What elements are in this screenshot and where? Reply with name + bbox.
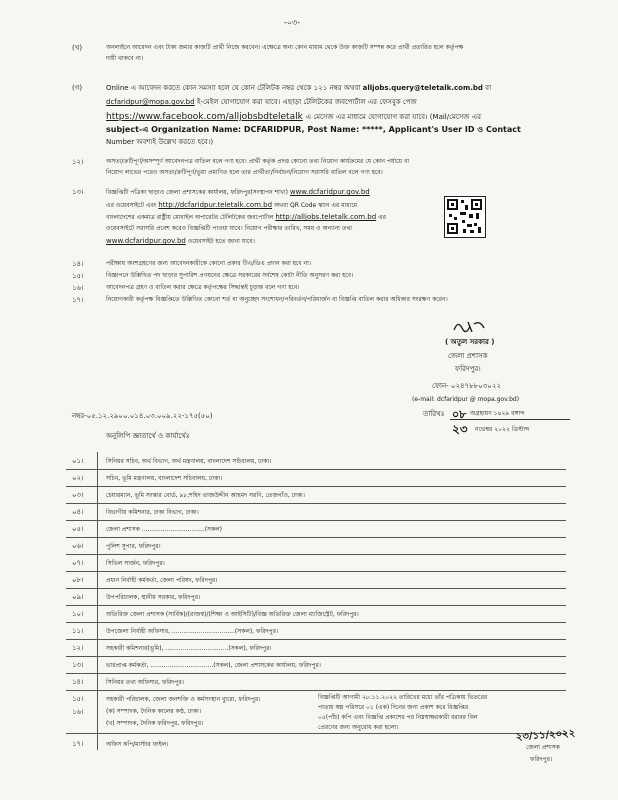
item13-line2: এর ওয়েবসাইটে এবং — [106, 202, 157, 209]
row-divider — [66, 554, 566, 555]
recipient-number: ০৮। — [72, 576, 84, 584]
recipient-text: উপজেলা নির্বাহী অফিসার, .................................(সকল), ফরিদপুর। — [106, 628, 279, 635]
recipient-text: সিনিয়র সচিব, অর্থ বিভাগ, অর্থ মন্ত্রণালয়, বাংলাদেশ সচিবালয়, ঢাকা। — [106, 458, 272, 465]
row-divider — [66, 656, 566, 657]
row-divider — [66, 503, 566, 504]
row-divider — [66, 520, 566, 521]
para-ga-line5: Number অবশ্যই উল্লেখ করতে হবে।) — [106, 138, 214, 146]
stamp-designation: জেলা প্রশাসক — [526, 744, 560, 751]
para-ga-or: বা — [485, 84, 492, 92]
recipient-text: জেলা প্রশাসক .................................(সকল) — [106, 526, 223, 533]
row-divider — [66, 639, 566, 640]
recipient-text: পুলিশ সুপার, ফরিদপুর। — [106, 543, 161, 550]
page-number: -০৩- — [284, 18, 301, 27]
support-email-link[interactable]: alljobs.query@teletalk.com.bd — [362, 84, 483, 92]
recipient17-number: ১৭। — [72, 740, 84, 748]
recipient-number: ০২। — [72, 474, 84, 482]
recipient-text: সচিব, ভূমি মন্ত্রণালয়, বাংলাদেশ সচিবালয়, ঢাকা। — [106, 475, 223, 482]
recipient-text: চেয়ারম্যান, ভূমি সংস্কার বোর্ড, ৯৮,শহিদ তাজউদ্দীন আহমদ সরণি, তেজগাঁও, ঢাকা। — [106, 492, 305, 499]
row-divider — [66, 622, 566, 623]
para-ga-line2: ই-মেইল যোগাযোগ করা যাবে। এছাড়া টেলিটকের জবপোর্টাল এর ফেসবুক পেজ — [196, 98, 417, 106]
recipient-text: সিনিয়র তথ্য অফিসার, ফরিদপুর। — [106, 679, 184, 686]
signatory-phone: ফোন- ০২৪৭৮৮০৩০২২ — [432, 382, 501, 390]
recipient17-text: অফিস কপি/মাস্টার ফাইল। — [106, 741, 169, 748]
item12-number: ১২। — [72, 158, 84, 166]
recipient-text: অতিরিক্ত জেলা প্রশাসক (সার্বিক)/(রাজস্ব)/(শিক্ষা ও আইসিটি)/বিজ্ঞ অতিরিক্ত জেলা ম্যাজিস্ট্রেট, ফরিদপুর। — [106, 611, 359, 618]
dc-website-link[interactable]: www.dcfaridpur.gov.bd — [289, 188, 370, 196]
item13-line3: বাংলাদেশের একমাত্র রাষ্ট্রীয় মোবাইল অপারেটর টেলিটকের জবপোর্টাল — [106, 214, 274, 221]
signatory-name: ( অতুল সরকার ) — [445, 338, 495, 346]
recipient-text: ভারপ্রাপ্ত কর্মকর্তা, .................................(সকল), জেলা প্রশাসকের কার্যালয়, ফরিদপুর। — [106, 662, 321, 669]
item12-line1: অসত্য/ক্রটিপূর্ণ/অসম্পূর্ণ আবেদনপত্র বাতিল বলে গণ্য হবে। প্রার্থী কর্তৃক প্রদত্ত কোনো তথ্য নিয়োগ কার্যক্রমের যে কোন পর্যায়ে বা — [106, 158, 410, 165]
recipient-number: ১৫। — [72, 695, 84, 703]
dc-email-link[interactable]: dcfaridpur@mopa.gov.bd — [106, 98, 195, 106]
recipient-text: বিভাগীয় কমিশনার, ঢাকা বিভাগ, ঢাকা। — [106, 509, 199, 516]
table-divider — [97, 452, 98, 750]
recipient16-note-line2: পাতায় স্বল্প পরিসরে ০১ (এক) দিনের জন্য প্রকাশ করে বিজ্ঞপ্তির — [318, 704, 469, 711]
signatory-email: (e-mail: dcfaridpur @ mopa.gov.bd) — [412, 396, 520, 403]
recipient-number: ০৫। — [72, 525, 84, 533]
row-divider — [66, 588, 566, 589]
recipient-number: ১৪। — [72, 678, 84, 686]
recipient16-kha: (খ) সম্পাদক, দৈনিক ফরিদপুর, ফরিদপুর। — [106, 720, 204, 727]
recipient-number: ০১। — [72, 457, 84, 465]
row-divider — [66, 690, 566, 691]
copy-heading: অনুলিপি জ্ঞাতার্থে ও কার্যার্থেঃ — [106, 432, 190, 440]
row-divider — [66, 469, 566, 470]
item14-text: পরীক্ষায় অংশগ্রহণের জন্য আবেদনকারীকে কোনো প্রকার টিএ/ডিএ প্রদান করা হবে না। — [106, 260, 311, 267]
para-kha-line2: দায়ী থাকবে না। — [106, 55, 143, 62]
row-divider — [66, 605, 566, 606]
dc-website-link-2[interactable]: www.dcfaridpur.gov.bd — [106, 237, 186, 245]
teletalk-dc-link[interactable]: http://dcfaridpur.teletalk.com.bd — [158, 201, 273, 209]
item14-number: ১৪। — [72, 260, 84, 268]
item17-number: ১৭। — [72, 296, 84, 304]
stamp-district: ফরিদপুর। — [530, 756, 553, 763]
item13-line1: বিজ্ঞপ্তিটি পত্রিকা ছাড়াও জেলা প্রশাসকের কার্যালয়, ফরিদপুর(সংস্থাপন শাখা) — [106, 189, 288, 196]
recipient-number: ১১। — [72, 627, 84, 635]
recipient-text: প্রধান নির্বাহী কর্মকর্তা, জেলা পরিষদ, ফরিদপুর। — [106, 577, 218, 584]
para-ga-line4: subject-এ Organization Name: DCFARIDPUR, Post Name: *****, Applicant's User ID ও Contact — [106, 125, 521, 134]
recipient-number: ০৩। — [72, 491, 84, 499]
stamp-date: ২৩/১১/২০২২ — [515, 727, 576, 744]
recipient-number: ১২। — [72, 644, 84, 652]
item13-number: ১৩। — [72, 188, 84, 196]
row-divider — [66, 486, 566, 487]
recipient-text: উপপরিচালক, স্থানীয় সরকার, ফরিদপুর। — [106, 594, 201, 601]
bangla-month-year: অগ্রহায়ণ ১৪২৯ বঙ্গাব্দ — [470, 410, 525, 417]
item13-line4: ওয়েবসাইটে সরাসরি প্রবেশ করেও বিজ্ঞপ্তিটি পাওয়া যাবে। নিয়োগ পরীক্ষার তারিখ, সময় ও অন্যান্য তথ্য — [106, 225, 353, 232]
row-divider — [66, 571, 566, 572]
row-divider — [66, 537, 566, 538]
item17-text: নিয়োগকারী কর্তৃপক্ষ বিজ্ঞপ্তিতে উল্লিখিত কোনো শর্ত বা অনুচ্ছেদ সংশোধন/পরিবর্তন/পরিমার্জন বা বিজ্ঞপ্তি বাতিল করার অধিকার সংরক্ষণ করেন। — [106, 296, 448, 303]
para-ga-number: (গ) — [72, 84, 83, 92]
recipient16-note-line1: বিজ্ঞপ্তিটি আগামী ২৮.১১.২০২২ তারিখের মধ্যে তাঁর পত্রিকায় ভিতরের — [318, 694, 488, 701]
signatory-district: ফরিদপুর। — [455, 365, 481, 373]
recipient-text: সহকারী পরিচালক, জেলা জনশক্তি ও কর্মসংস্থান ব্যুরো, ফরিদপুর। — [106, 696, 261, 703]
recipient16-ka: (ক) সম্পাদক, দৈনিক কালের কণ্ঠ, ঢাকা। — [106, 708, 202, 715]
item13-line2-tail: অথবা QR Code স্ক্যান এর মাধ্যমে — [273, 202, 358, 209]
recipient-number: ০৭। — [72, 559, 84, 567]
item15-text: বিজ্ঞাপনে উল্লিখিত পদ ছাড়ার সুপারিশ প্রণয়নের ক্ষেত্রে সরকারের সর্বশেষ কোটা নীতি অনুসরণ করা হবে। — [106, 272, 354, 279]
item13-line5: ওয়েবসাইট হতে জানা যাবে। — [187, 238, 255, 245]
row-divider — [66, 733, 566, 734]
recipient16-number: ১৬। — [72, 708, 84, 716]
para-kha-line1: অনলাইনে আবেদন এবং টাকা জমার কাজটি প্রার্থী নিজে করবেন। এক্ষেত্রে অন্য কোন মাধ্যম থেকে উক্ত কাজটি সম্পন্ন করে প্রার্থী প্রতারিত হলে কর্তৃপক্ষ — [106, 44, 464, 51]
recipient-text: সিভিল সার্জন, ফরিদপুর। — [106, 560, 165, 567]
alljobs-link[interactable]: http://alljobs.teletalk.com.bd — [275, 213, 377, 221]
english-month-year: নভেম্বর ২০২২ খ্রিস্টাব্দ — [475, 426, 530, 433]
recipient16-note-line3: ০৫(পাঁচ) কপি এবং বিজ্ঞপ্তি প্রকাশের পর নিম্নস্বাক্ষরকারী বরাবর বিল — [318, 714, 478, 721]
signature-scribble-icon — [450, 318, 490, 336]
official-stamp — [516, 728, 590, 786]
recipient-text: সহকারী কমিশনার(ভূমি), .................................(সকল), ফরিদপুর। — [106, 645, 272, 652]
item16-number: ১৬। — [72, 284, 84, 292]
item16-text: আবেদনপত্র গ্রহণ ও বাতিল করার ক্ষেত্রে কর্তৃপক্ষের সিদ্ধান্তই চূড়ান্ত বলে গণ্য হবে। — [106, 284, 300, 291]
para-ga-line1: Online এ আবেদন করতে কোন সমস্যা হলে যে কোন টেলিটক নম্বর থেকে ১২১ নম্বর অথবা — [106, 84, 361, 92]
recipient-number: ১০। — [72, 610, 84, 618]
qr-code-icon[interactable] — [444, 196, 486, 238]
recipient16-note-line4: প্রেরণের জন্য অনুরোধ করা হলো। — [318, 724, 399, 731]
bangla-day: ০৮ — [452, 408, 467, 421]
signatory-designation: জেলা প্রশাসক — [448, 352, 488, 360]
row-divider — [66, 673, 566, 674]
date-divider — [450, 419, 570, 420]
recipient-number: ০৯। — [72, 593, 84, 601]
facebook-page-link[interactable]: https://www.facebook.com/alljobsbdteletalk — [106, 112, 303, 122]
item12-line2: নিয়োগ লাভের পরেও অসত্য/ক্রটিপূর্ণ/ভুয়া প্রমাণিত হলে তার প্রার্থীতা/নির্বাচন/নিয়োগ সরাসরি বাতিল বলে গণ্য হবে। — [106, 169, 383, 176]
item13-line3-tail: এর — [378, 214, 386, 221]
para-ga-line3: এ মেসেজ এর মাধ্যমে যোগাযোগ করা যাবে। (Mail/মেসেজ এর — [305, 113, 481, 121]
recipient-number: ১৩। — [72, 661, 84, 669]
memo-number: নম্বর-০৫.১২.২৯০০.০১৪.০৩.০০৯.২২-১৭৫(৫০) — [72, 412, 213, 420]
recipient-number: ০৪। — [72, 508, 84, 516]
english-day: ২৩ — [452, 422, 468, 436]
recipient-number: ০৬। — [72, 542, 84, 550]
para-kha-number: (খ) — [72, 44, 83, 52]
item15-number: ১৫। — [72, 272, 84, 280]
date-label: তারিখঃ — [423, 410, 445, 418]
